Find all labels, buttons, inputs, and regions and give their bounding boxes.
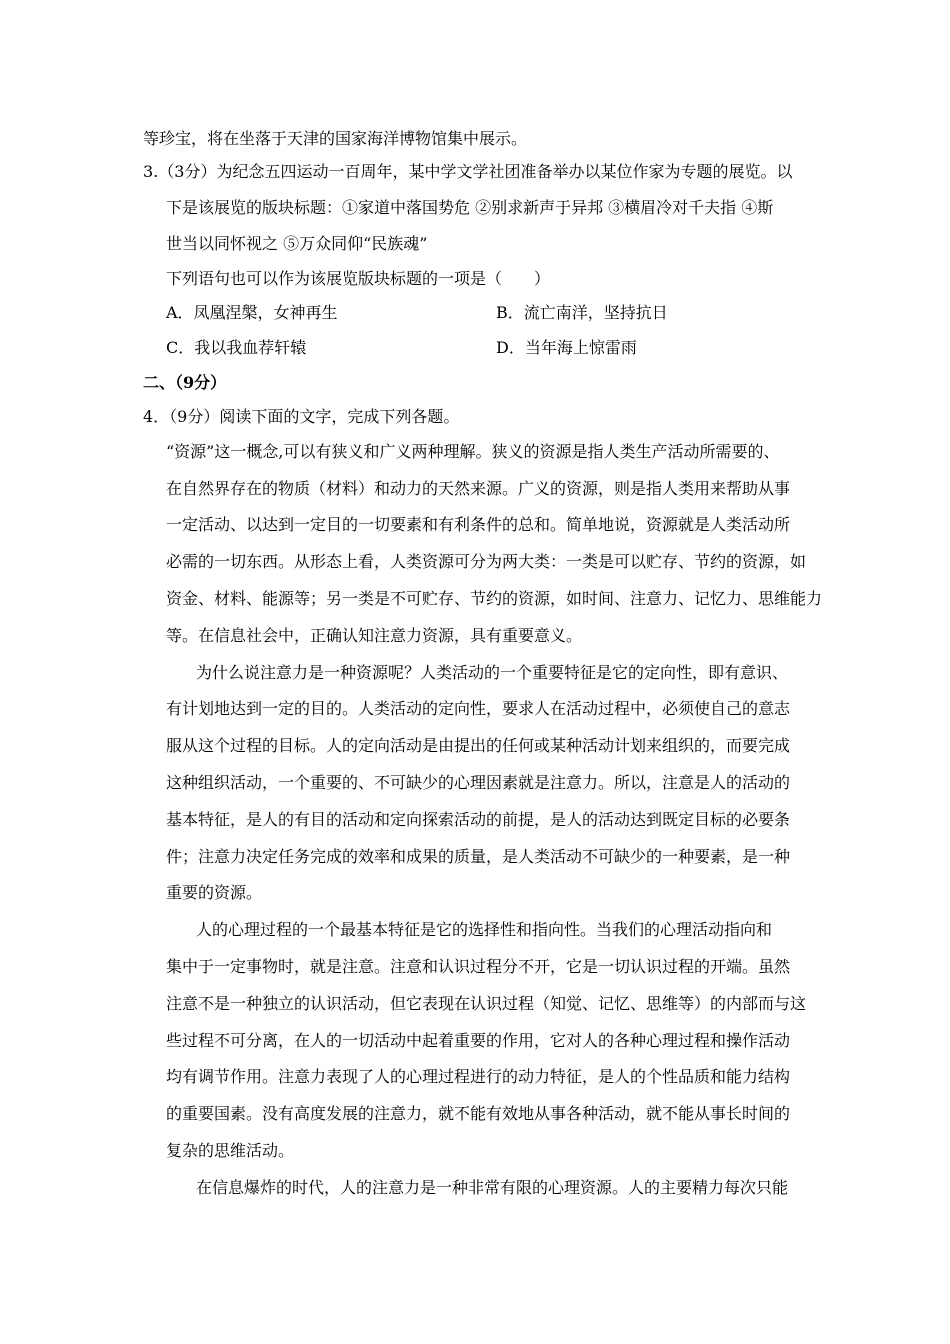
q4-p3-line-1: 人的心理过程的一个最基本特征是它的选择性和指向性。当我们的心理活动指向和: [196, 920, 773, 939]
q4-p2-line-5: 基本特征，是人的有目的活动和定向探索活动的前提，是人的活动达到既定目标的必要条: [166, 810, 791, 829]
q4-p3-line-3: 注意不是一种独立的认识活动，但它表现在认识过程（知觉、记忆、思维等）的内部而与这: [166, 994, 807, 1013]
q4-header: 4．（9分）阅读下面的文字，完成下列各题。: [143, 407, 460, 426]
q4-p2-line-3: 服从这个过程的目标。人的定向活动是由提出的任何或某种活动计划来组织的，而要完成: [166, 736, 791, 755]
q4-p3-line-4: 些过程不可分离，在人的一切活动中起着重要的作用，它对人的各种心理过程和操作活动: [166, 1031, 791, 1050]
q4-p3-line-6: 的重要国素。没有高度发展的注意力，就不能有效地从事各种活动，就不能从事长时间的: [166, 1104, 791, 1123]
q3-option-b[interactable]: B．流亡南洋，坚持抗日: [496, 303, 668, 322]
q4-p2-line-6: 件；注意力决定任务完成的效率和成果的质量，是人类活动不可缺少的一种要素，是一种: [166, 847, 791, 866]
q4-p3-line-5: 均有调节作用。注意力表现了人的心理过程进行的动力特征，是人的个性品质和能力结构: [166, 1067, 791, 1086]
q4-p1-line-5: 资金、材料、能源等；另一类是不可贮存、节约的资源，如时间、注意力、记忆力、思维能力: [166, 589, 823, 608]
q4-p4-line-1: 在信息爆炸的时代，人的注意力是一种非常有限的心理资源。人的主要精力每次只能: [196, 1178, 789, 1197]
q4-p1-line-3: 一定活动、以达到一定目的一切要素和有利条件的总和。简单地说，资源就是人类活动所: [166, 515, 791, 534]
q4-p1-line-2: 在自然界存在的物质（材料）和动力的天然来源。广义的资源，则是指人类用来帮助从事: [166, 479, 791, 498]
section-2-heading: 二、（9分）: [143, 373, 227, 392]
q3-line-1: 3.（3分）为纪念五四运动一百周年，某中学文学社团准备举办以某位作家为专题的展览。以: [143, 162, 793, 181]
q4-p2-line-4: 这种组织活动，一个重要的、不可缺少的心理因素就是注意力。所以，注意是人的活动的: [166, 773, 791, 792]
q4-p1-line-1: “资源”这一概念,可以有狭义和广义两种理解。狭义的资源是指人类生产活动所需要的、: [166, 442, 780, 461]
q4-p2-line-1: 为什么说注意力是一种资源呢？人类活动的一个重要特征是它的定向性，即有意识、: [196, 663, 789, 682]
q4-p3-line-7: 复杂的思维活动。: [166, 1141, 295, 1160]
q3-option-c[interactable]: C．我以我血荐轩辕: [166, 338, 307, 357]
q4-p2-line-7: 重要的资源。: [166, 883, 263, 902]
q4-p1-line-6: 等。在信息社会中，正确认知注意力资源，具有重要意义。: [166, 626, 583, 645]
q4-p1-line-4: 必需的一切东西。从形态上看，人类资源可分为两大类：一类是可以贮存、节约的资源，如: [166, 552, 807, 571]
q3-line-2: 下是该展览的版块标题：①家道中落国势危 ②别求新声于异邦 ③横眉冷对千夫指 ④斯: [166, 198, 774, 217]
q4-p2-line-2: 有计划地达到一定的目的。人类活动的定向性，要求人在活动过程中，必须使自己的意志: [166, 699, 791, 718]
q3-line-3: 世当以同怀视之 ⑤万众同仰“民族魂”: [166, 234, 428, 253]
q3-option-a[interactable]: A．凤凰涅槃，女神再生: [166, 303, 338, 322]
q3-option-d[interactable]: D．当年海上惊雷雨: [496, 338, 637, 357]
q3-prompt: 下列语句也可以作为该展览版块标题的一项是（ ）: [166, 269, 551, 288]
lead-line: 等珍宝，将在坐落于天津的国家海洋博物馆集中展示。: [143, 129, 528, 148]
q4-p3-line-2: 集中于一定事物时，就是注意。注意和认识过程分不开，它是一切认识过程的开端。虽然: [166, 957, 791, 976]
